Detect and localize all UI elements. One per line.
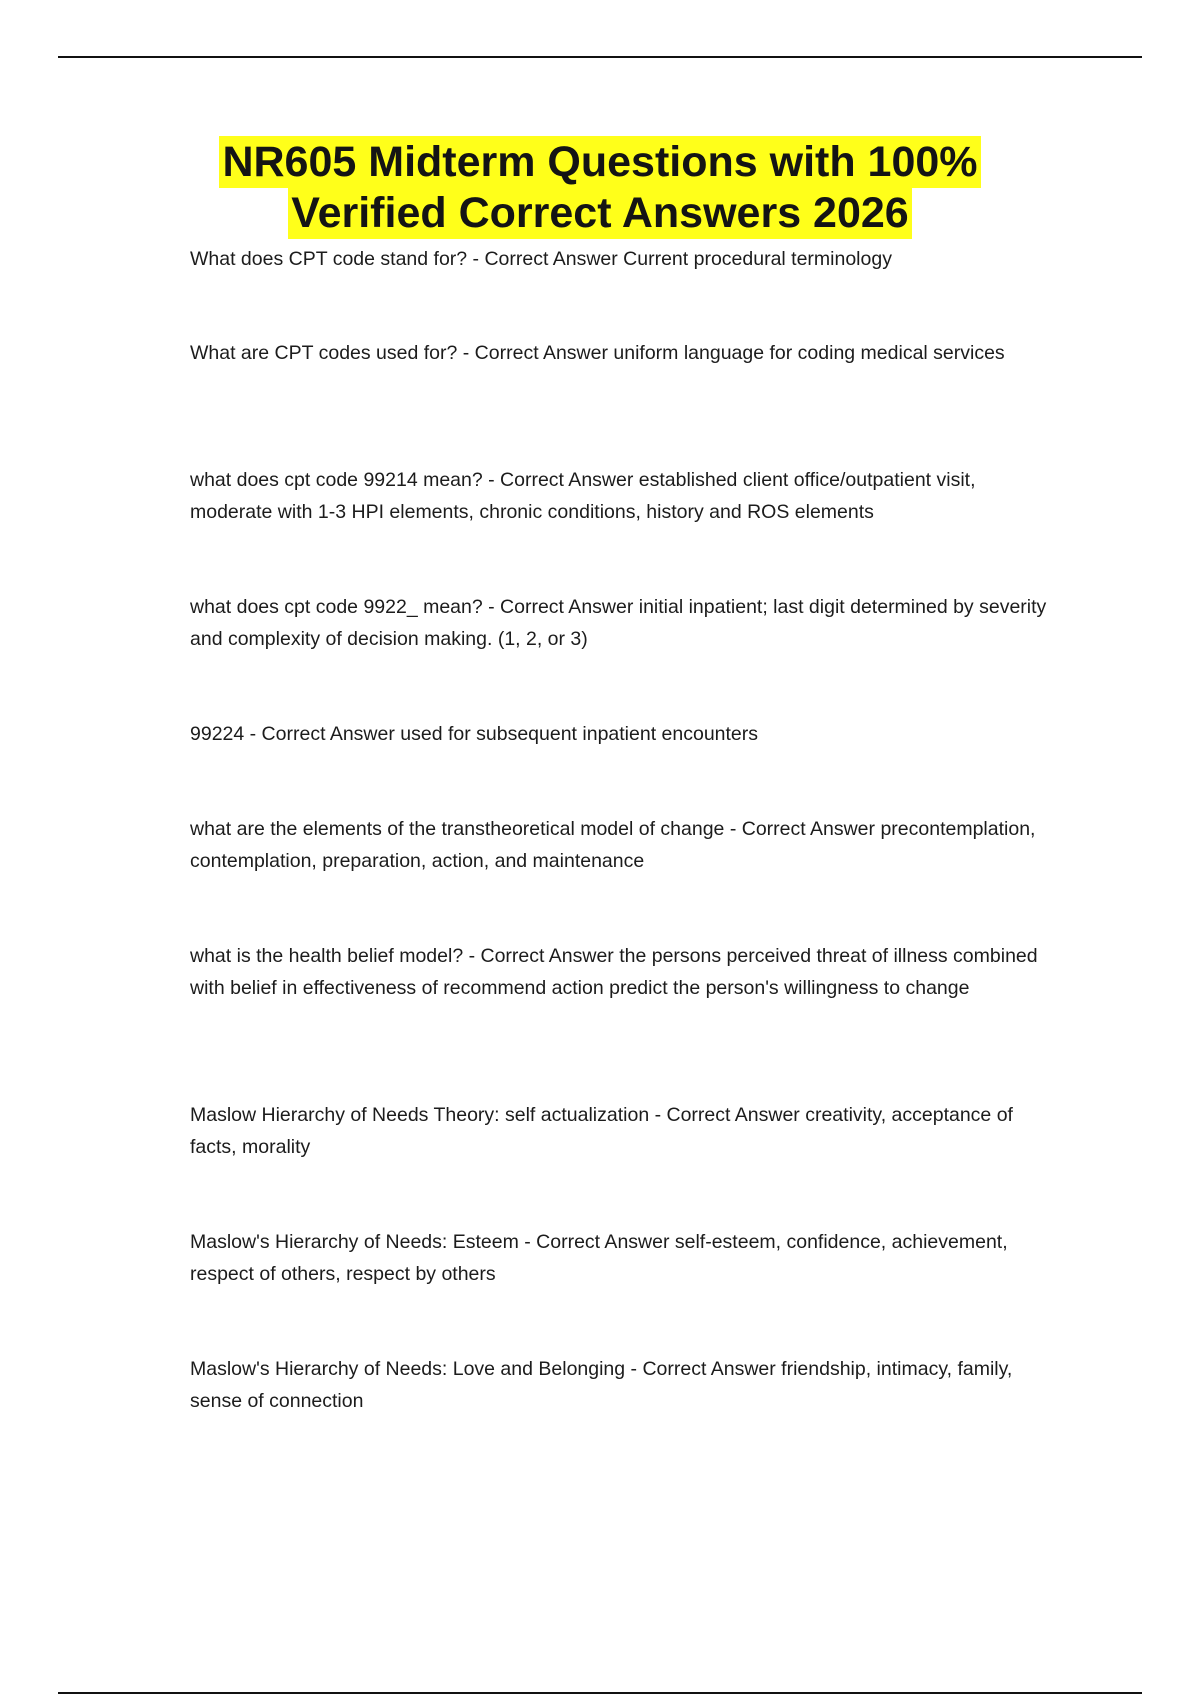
qa-item: Maslow Hierarchy of Needs Theory: self actualization - Correct Answer creativity, acceptance of facts, morality xyxy=(190,1104,1013,1158)
qa-item: What are CPT codes used for? - Correct Answer uniform language for coding medical services xyxy=(190,342,1005,364)
qa-item: what does cpt code 99214 mean? - Correct Answer established client office/outpatient visit, moderate with 1-3 HPI elements, chronic conditions, history and ROS elements xyxy=(190,469,976,523)
qa-item: Maslow's Hierarchy of Needs: Esteem - Correct Answer self-esteem, confidence, achievement, respect of others, respect by others xyxy=(190,1231,1008,1285)
qa-item: What does CPT code stand for? - Correct Answer Current procedural terminology xyxy=(190,248,892,270)
title-highlight-1: NR605 Midterm Questions with 100% xyxy=(219,136,980,188)
title-line-1 xyxy=(0,137,1200,188)
qa-item: what does cpt code 9922_ mean? - Correct Answer initial inpatient; last digit determined by severity and complexity of decision making. (1, 2, or 3) xyxy=(190,596,1047,650)
title-line-2 xyxy=(0,188,1200,239)
bottom-divider xyxy=(58,1692,1142,1694)
qa-item: Maslow's Hierarchy of Needs: Love and Belonging - Correct Answer friendship, intimacy, family, sense of connection xyxy=(190,1358,1013,1412)
top-divider xyxy=(58,56,1142,58)
qa-item: 99224 - Correct Answer used for subsequent inpatient encounters xyxy=(190,723,759,745)
title-highlight-2: Verified Correct Answers 2026 xyxy=(288,187,911,239)
document-title xyxy=(0,137,1200,239)
qa-item: what is the health belief model? - Correct Answer the persons perceived threat of illness combined with belief in effectiveness of recommend action predict the person's willingness to change xyxy=(190,945,1038,999)
qa-item: what are the elements of the transtheoretical model of change - Correct Answer precontemplation, contemplation, preparation, action, and maintenance xyxy=(190,818,1036,872)
